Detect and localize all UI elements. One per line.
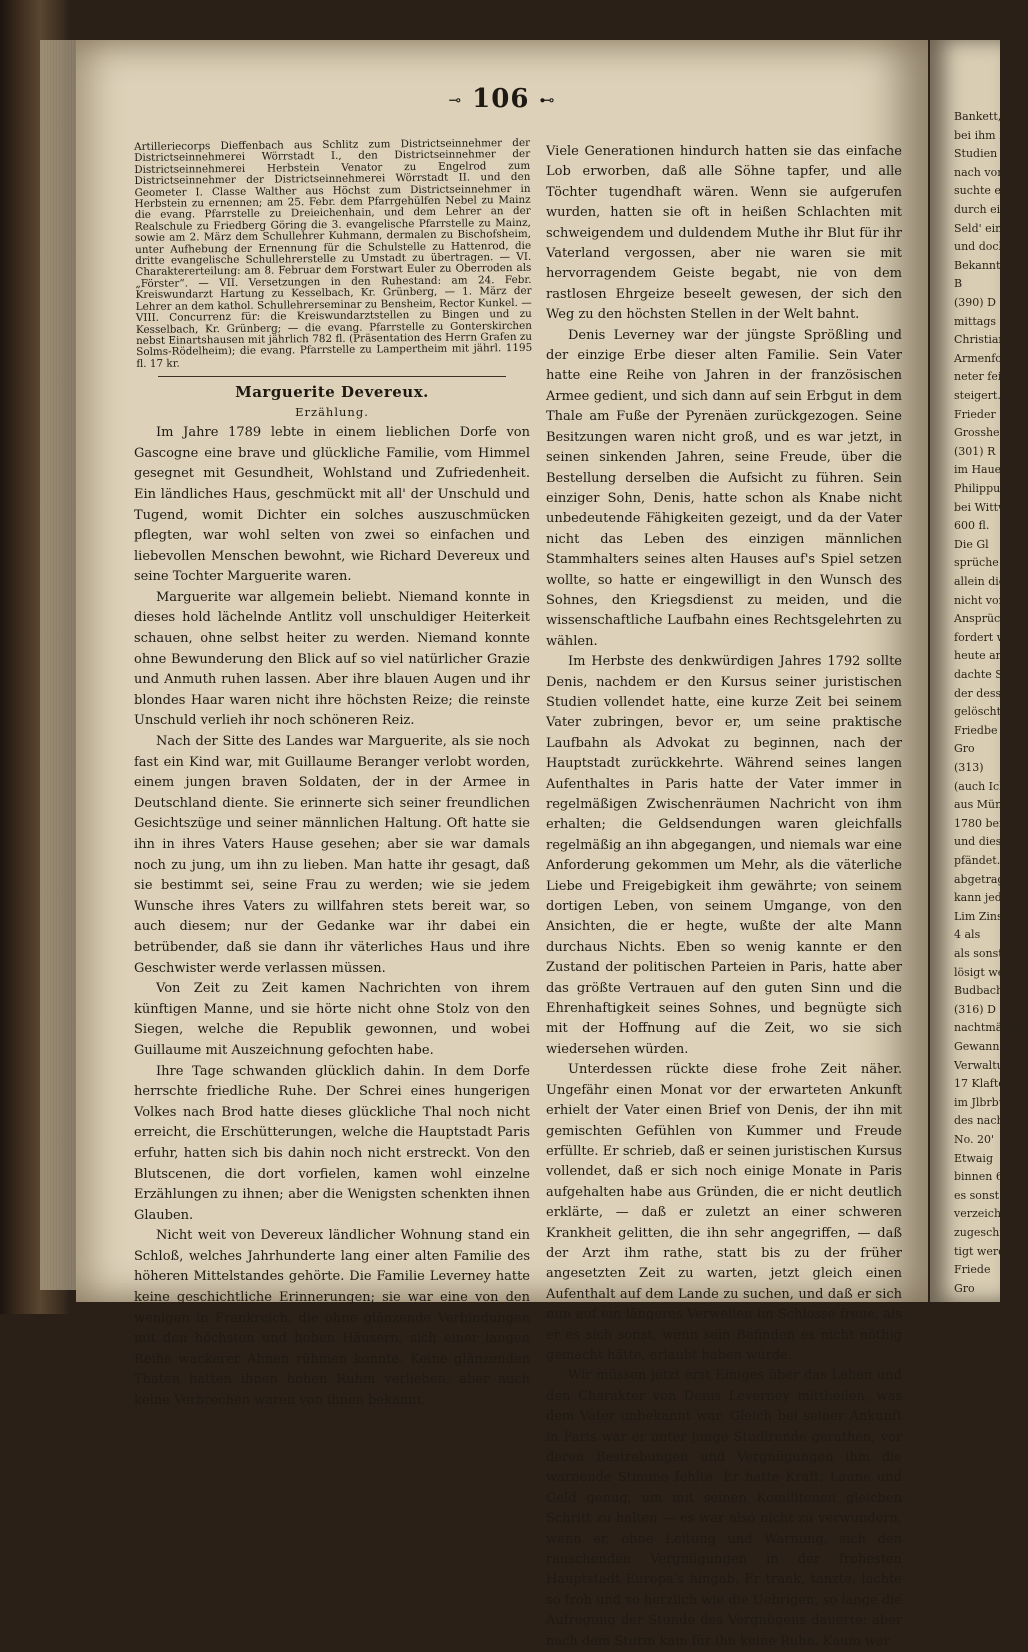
next-page-fragment: fordert we [954, 630, 1013, 644]
page-header [76, 84, 928, 114]
paragraph: Denis Leverney war der jüngste Sprößling und der einzige Erbe dieser alten Familie. Sein Vater hatte eine Reihe von Jahren in der französischen Armee gedient, und sich dann auf sein Erbgut in dem Thale am Fuße der Pyrenäen zurückgezogen. Seine Besitzungen waren nicht groß, und es war jetzt, in seinen sinkenden Jahren, seine Freude, über die Bestellung derselben die Aufsicht zu führen. Sein einziger Sohn, Denis, hatte schon als Knabe nicht unbedeutende Fähigkeiten gezeigt, und da der Vater nicht das Leben des einzigen männlichen Stammhalters seines alten Hauses auf's Spiel setzen wollte, so hatte er eingewilligt in den Wunsch des Sohnes, den Kriegsdienst zu meiden, und die wissenschaftliche Laufbahn eines Rechtsgelehrten zu wählen. [546, 327, 902, 649]
next-page-fragment: Budbach [954, 984, 1004, 998]
ornament-right-icon: ⊷ [539, 91, 556, 109]
next-page-fragment: Bekannt [954, 258, 1001, 272]
page-stack-edge [40, 40, 80, 1290]
paragraph: Marguerite war allgemein beliebt. Niemand konnte in dieses hold lächelnde Antlitz voll unschuldiger Heiterkeit schauen, ohne selbst heiter zu werden. Niemand konnte ohne Bewunderung den Blick auf so viel natürlicher Grazie und Anmuth ruhen lassen. Aber ihre blauen Augen und ihr blondes Haar waren nicht ihre höchsten Reize; die reinste Unschuld verlieh ihr noch schöneren Reiz. [134, 589, 530, 729]
next-page-fragment: (316) D [954, 1002, 996, 1016]
next-page-fragment: Die Gl [954, 537, 989, 551]
right-column [546, 142, 902, 1652]
paragraph: Im Jahre 1789 lebte in einem lieblichen Dorfe von Gascogne eine brave und glückliche Familie, vom Himmel gesegnet mit Gesundheit, Wohlstand und Zufriedenheit. Ein ländliches Haus, geschmückt mit all' der Unschuld und Tugend, womit Dichter ein solches auszuschmücken pflegten, war wohl selten von zwei so einfachen und liebevollen Menschen bewohnt, wie Richard Devereux und seine Tochter Marguerite waren. [134, 425, 530, 585]
next-page-fragment: verzeichniss [954, 1207, 1023, 1221]
next-page-fragment: Gewann [954, 1040, 1000, 1053]
next-page-fragment: 4 als [954, 928, 981, 942]
ornament-left-icon: ⊸ [448, 91, 463, 109]
next-page-fragment: (auch Ich [954, 779, 1007, 793]
next-page-fragment: neter feiler [954, 370, 1017, 384]
official-notice: Artilleriecorps Dieffenbach aus Schlitz zum Districtseinnehmer der Districtseinnehmerei Wörrstadt I., den Districtseinnehmer der Districtseinnehmerei Herbstein Venator zu Engelrod zum Districtseinnehmer der Districtseinnehmerei Wörrstadt II. und den Geometer I. Classe Walther aus Höchst zum Districtseinnehmer in Herbstein zu ernennen; am 25. Febr. dem Pfarrgehülfen Nebel zu Mainz die evang. Pfarrstelle zu Dreieichenhain, und dem Lehrer an der Realschule zu Friedberg Göring die 3. evangelische Pfarrstelle zu Mainz, sowie am 2. März dem Schullehrer Kuhmann, dermalen zu Bischofsheim, unter Aufhebung der Ernennung für die Schulstelle zu Hattenrod, die dritte evangelische Schullehrerstelle zu Umstadt zu übertragen. — VI. Charaktererteilung: am 8. Februar dem Forstwart Euler zu Oberroden als „Förster“. — VII. Versetzungen in den Ruhestand: am 24. Febr. Kreiswundarzt Hartung zu Kesselbach, Kr. Grünberg, — 1. März der Lehrer an dem kathol. Schullehrerseminar zu Bensheim, Rector Kunkel. — VIII. Concurrenz für: die Kreiswundarztstellen zu Bingen und zu Kesselbach, Kr. Grünberg; — die evang. Pfarrstelle zu Gonterskirchen nebst Einartshausen mit jährlich 782 fl. (Präsentation des Herrn Grafen zu Solms-Rödelheim); die evang. Pfarrstelle zu Lampertheim mit jährl. 1195 fl. 17 kr. [133, 136, 533, 370]
next-page-fragment: Armenfond [954, 351, 1017, 365]
next-page-fragment: 1780 bei [954, 816, 1003, 830]
next-page-fragment: Bankett, Ta [954, 110, 1018, 123]
next-page-fragment: binnen 6 [954, 1170, 1003, 1184]
next-page-fragment: bei Wittwe [954, 500, 1014, 514]
next-page-fragment: des nach [954, 1114, 1004, 1128]
next-page-fragment: abgetragen [954, 872, 1019, 886]
next-page-fragment: Ansprüche [954, 612, 1014, 626]
next-page-fragment: im Jlbrbu [954, 1095, 1006, 1109]
next-page-fragment: (301) R [954, 444, 996, 458]
next-page-fragment: Gro [954, 1281, 975, 1295]
next-page-fragment: suchte er u [954, 184, 1017, 198]
next-page-fragment: No. 20' [954, 1133, 995, 1146]
next-page-fragment: mittags 11 [954, 314, 1014, 328]
next-page-fragment: B [954, 277, 963, 291]
next-page-fragment: dachte Sch [954, 668, 1017, 681]
next-page-fragment: sprüche m [954, 556, 1013, 570]
next-page-fragment: bei ihm Re [954, 128, 1014, 142]
next-page-fragment: Frieder [954, 407, 996, 421]
next-page-fragment: es sonst d [954, 1188, 1010, 1202]
next-page-fragment: 17 Klafter [954, 1077, 1011, 1091]
next-page-fragment: im Hauerha [954, 463, 1021, 477]
next-page-fragment: nach von [954, 165, 1005, 179]
next-page-fragment: Friede [954, 1263, 991, 1277]
paragraph: Wir müssen jetzt erst Einiges über das Leben und den Charakter von Denis Leverney mittheilen, was dem Vater unbekannt war. Gleich bei seiner Ankunft in Paris war er unter junge Studirende gerathen, vor deren Bestrebungen und Vergnügungen ihm die warnende Stimme fehlte. Er hatte Kraft, Laune und Geld genug, um mit seinen Komilitonen gleichen Schritt zu halten — es war also nicht zu verwundern, wenn er, ohne Leitung und Warnung, sich den rauschenden Vergnügungen in der frohesten Hauptstadt Europa's hingab. Er trank, tanzte, lachte so froh und so herzlich wie die Uebrigen, so lange die Aufregung der Stunde des Vergnügens dauerte; aber nach dem Sturm kam für ihn keine Ruhe. Kaum war [546, 1368, 902, 1649]
next-page-fragment: Studien we [954, 147, 1017, 161]
next-page-fragment: und dieses [954, 835, 1014, 849]
paragraph: Viele Generationen hindurch hatten sie das einfache Lob erworben, daß alle Söhne tapfer, und alle Töchter tugendhaft wären. Wenn sie aufgerufen wurden, hatten sie oft in heißen Schlachten mit schweigendem und duldendem Muthe ihr Blut für ihr Vaterland vergossen, aber nie waren sie mit hervorragendem Geiste begabt, nie von dem rastlosen Ehrgeize beseelt gewesen, der sich den Weg zu den höchsten Stellen in der Welt bahnt. [546, 144, 902, 323]
next-page-fragment: durch eine [954, 203, 1014, 216]
next-page-fragment: 600 fl. [954, 519, 990, 533]
next-page-fragment: Lim Zinse [954, 909, 1010, 923]
next-page-fragment: steigert. [954, 389, 1001, 402]
next-page-fragment: Verwaltung [954, 1058, 1018, 1072]
paragraph: Unterdessen rückte diese frohe Zeit näher. Ungefähr einen Monat vor der erwarteten Ankunft erhielt der Vater einen Brief von Denis, der ihn mit gemischten Gefühlen von Kummer und Freude erfüllte. Er schrieb, daß er seinen juristischen Kursus vollendet, daß er sich noch einige Monate in Paris aufgehalten habe aus Gründen, die er nicht deutlich erklärte, — daß er zuletzt an einer schweren Krankheit gelitten, die ihn sehr angegriffen, — daß der Arzt ihm rathe, statt bis zu der früher angesetzten Zeit zu warten, jetzt gleich einen Aufenthalt auf dem Lande zu suchen, und daß er sich nun auf ein längeres Verweilen im Schlosse freue, als er es sich sonst, wenn sein Befinden es nicht nöthig gemacht hätte, erlaubt haben würde. [546, 1062, 902, 1363]
next-page-fragment: Seld' ein [954, 221, 1003, 235]
next-page-fragment: als sonst b [954, 947, 1014, 960]
page [76, 40, 928, 1649]
next-page-fragment: Christian P [954, 333, 1017, 347]
next-page-fragment: gelöscht we [954, 705, 1021, 719]
next-page-fragment: tigt werden [954, 1244, 1019, 1258]
next-page-fragment: allein die v [954, 575, 1015, 588]
next-page-fragment: lösigt werde [954, 965, 1023, 979]
next-page-fragment: und doch, [954, 240, 1010, 254]
next-page-fragment: kann jedoch [954, 891, 1022, 905]
next-page-fragment: nachtmäßige [954, 1021, 1027, 1035]
story-subtitle: Erzählung. [295, 405, 369, 420]
next-page-fragment: Etwaig [954, 1151, 993, 1165]
paragraph: Von Zeit zu Zeit kamen Nachrichten von ihrem künftigen Manne, und sie hörte nicht ohne Stolz von den Siegen, welche die Republik gewonnen, und wobei Guillaume mit Auszeichnung gefochten habe. [134, 981, 530, 1058]
next-page-fragment: Grossher [954, 426, 1005, 440]
next-page-fragment: aus Münz [954, 798, 1009, 812]
next-page-fragment: Gro [954, 742, 975, 756]
paragraph: Nach der Sitte des Landes war Marguerite, als sie noch fast ein Kind war, mit Guillaume Beranger verlobt worden, einem jungen braven Soldaten, der in der Armee in Deutschland diente. Sie erinnerte sich seiner freundlichen Gesichtszüge und seiner männlichen Haltung. Oft hatte sie ihn in ihres Vaters Hause gesehen; aber sie war damals noch zu jung, um ihn zu lieben. Man hatte ihr gesagt, daß sie bestimmt sei, seine Frau zu werden; wie sie jedem Wunsche ihres Vaters zu willfahren stets bereit war, so auch diesem; nur der Gedanke war ihr dabei ein betrübender, daß sie dann ihr väterliches Haus und ihre Geschwister werde verlassen müssen. [134, 734, 530, 976]
divider [158, 376, 506, 377]
next-page-fragment: (390) D [954, 296, 996, 309]
next-page-fragment: (313) [954, 761, 984, 774]
next-page-fragment: heute an d [954, 649, 1014, 663]
page-number: 106 [472, 84, 530, 114]
next-page-fragment: Friedbe [954, 723, 998, 737]
next-page-fragment: Philippus B [954, 482, 1018, 495]
next-page-fragment: nicht vorge [954, 593, 1018, 607]
paragraph: Ihre Tage schwanden glücklich dahin. In dem Dorfe herrschte friedliche Ruhe. Der Schrei eines hungerigen Volkes nach Brod hatte dieses glückliche Thal noch nicht erreicht, die Erschütterungen, welche die Hauptstadt Paris erfuhr, hatten sich bis dahin noch nicht erstreckt. Von den Blutscenen, die dort vorfielen, kamen wohl einzelne Erzählungen zu ihnen; aber die Wenigsten schenkten ihnen Glauben. [134, 1063, 530, 1223]
next-page-fragment: der dessfall [954, 686, 1019, 700]
left-column [133, 136, 533, 1412]
next-page-edge [930, 40, 1028, 1302]
next-page-fragment: zugeschriebe [954, 1226, 1028, 1239]
paragraph: Nicht weit von Devereux ländlicher Wohnung stand ein Schloß, welches Jahrhunderte lang einer alten Familie des höheren Mittelstandes gehörte. Die Familie Leverney hatte keine geschichtliche Erinnerungen; sie war eine von den wenigen in Frankreich, die ohne glänzende Verbindungen mit den höchsten und hohen Häusern, sich einer langen Reihe wackerer Ahnen rühmen konnte. Keine glänzenden Thaten hatten ihnen hohen Ruhm verliehen, aber auch keine Verbrechen waren von ihnen bekannt. [134, 1228, 530, 1409]
paragraph: Im Herbste des denkwürdigen Jahres 1792 sollte Denis, nachdem er den Kursus seiner juristischen Studien vollendet hatte, eine kurze Zeit bei seinem Vater zubringen, bevor er, um seine praktische Laufbahn als Advokat zu beginnen, nach der Hauptstadt zurückkehrte. Während seines langen Aufenthaltes in Paris hatte der Vater immer in regelmäßigen Zwischenräumen Nachricht von ihm erhalten; die Geldsendungen waren gleichfalls regelmäßig an ihn abgegangen, und niemals war eine Anforderung gekommen um Mehr, als die väterliche Liebe und Freigebigkeit ihm gewährte; von seinem dortigen Leben, von seinem Umgange, von den Ansichten, die er hegte, wußte der alte Mann durchaus Nichts. Eben so wenig kannte er den Zustand der politischen Parteien in Paris, hatte aber das größte Vertrauen auf den guten Sinn und die Ehrenhaftigkeit seines Sohnes, und begnügte sich mit der Hoffnung auf die Zeit, wo sie sich wiedersehen würden. [546, 654, 902, 1057]
next-page-fragment: pfändet. [954, 854, 1001, 867]
story-title: Marguerite Devereux. [235, 383, 429, 402]
